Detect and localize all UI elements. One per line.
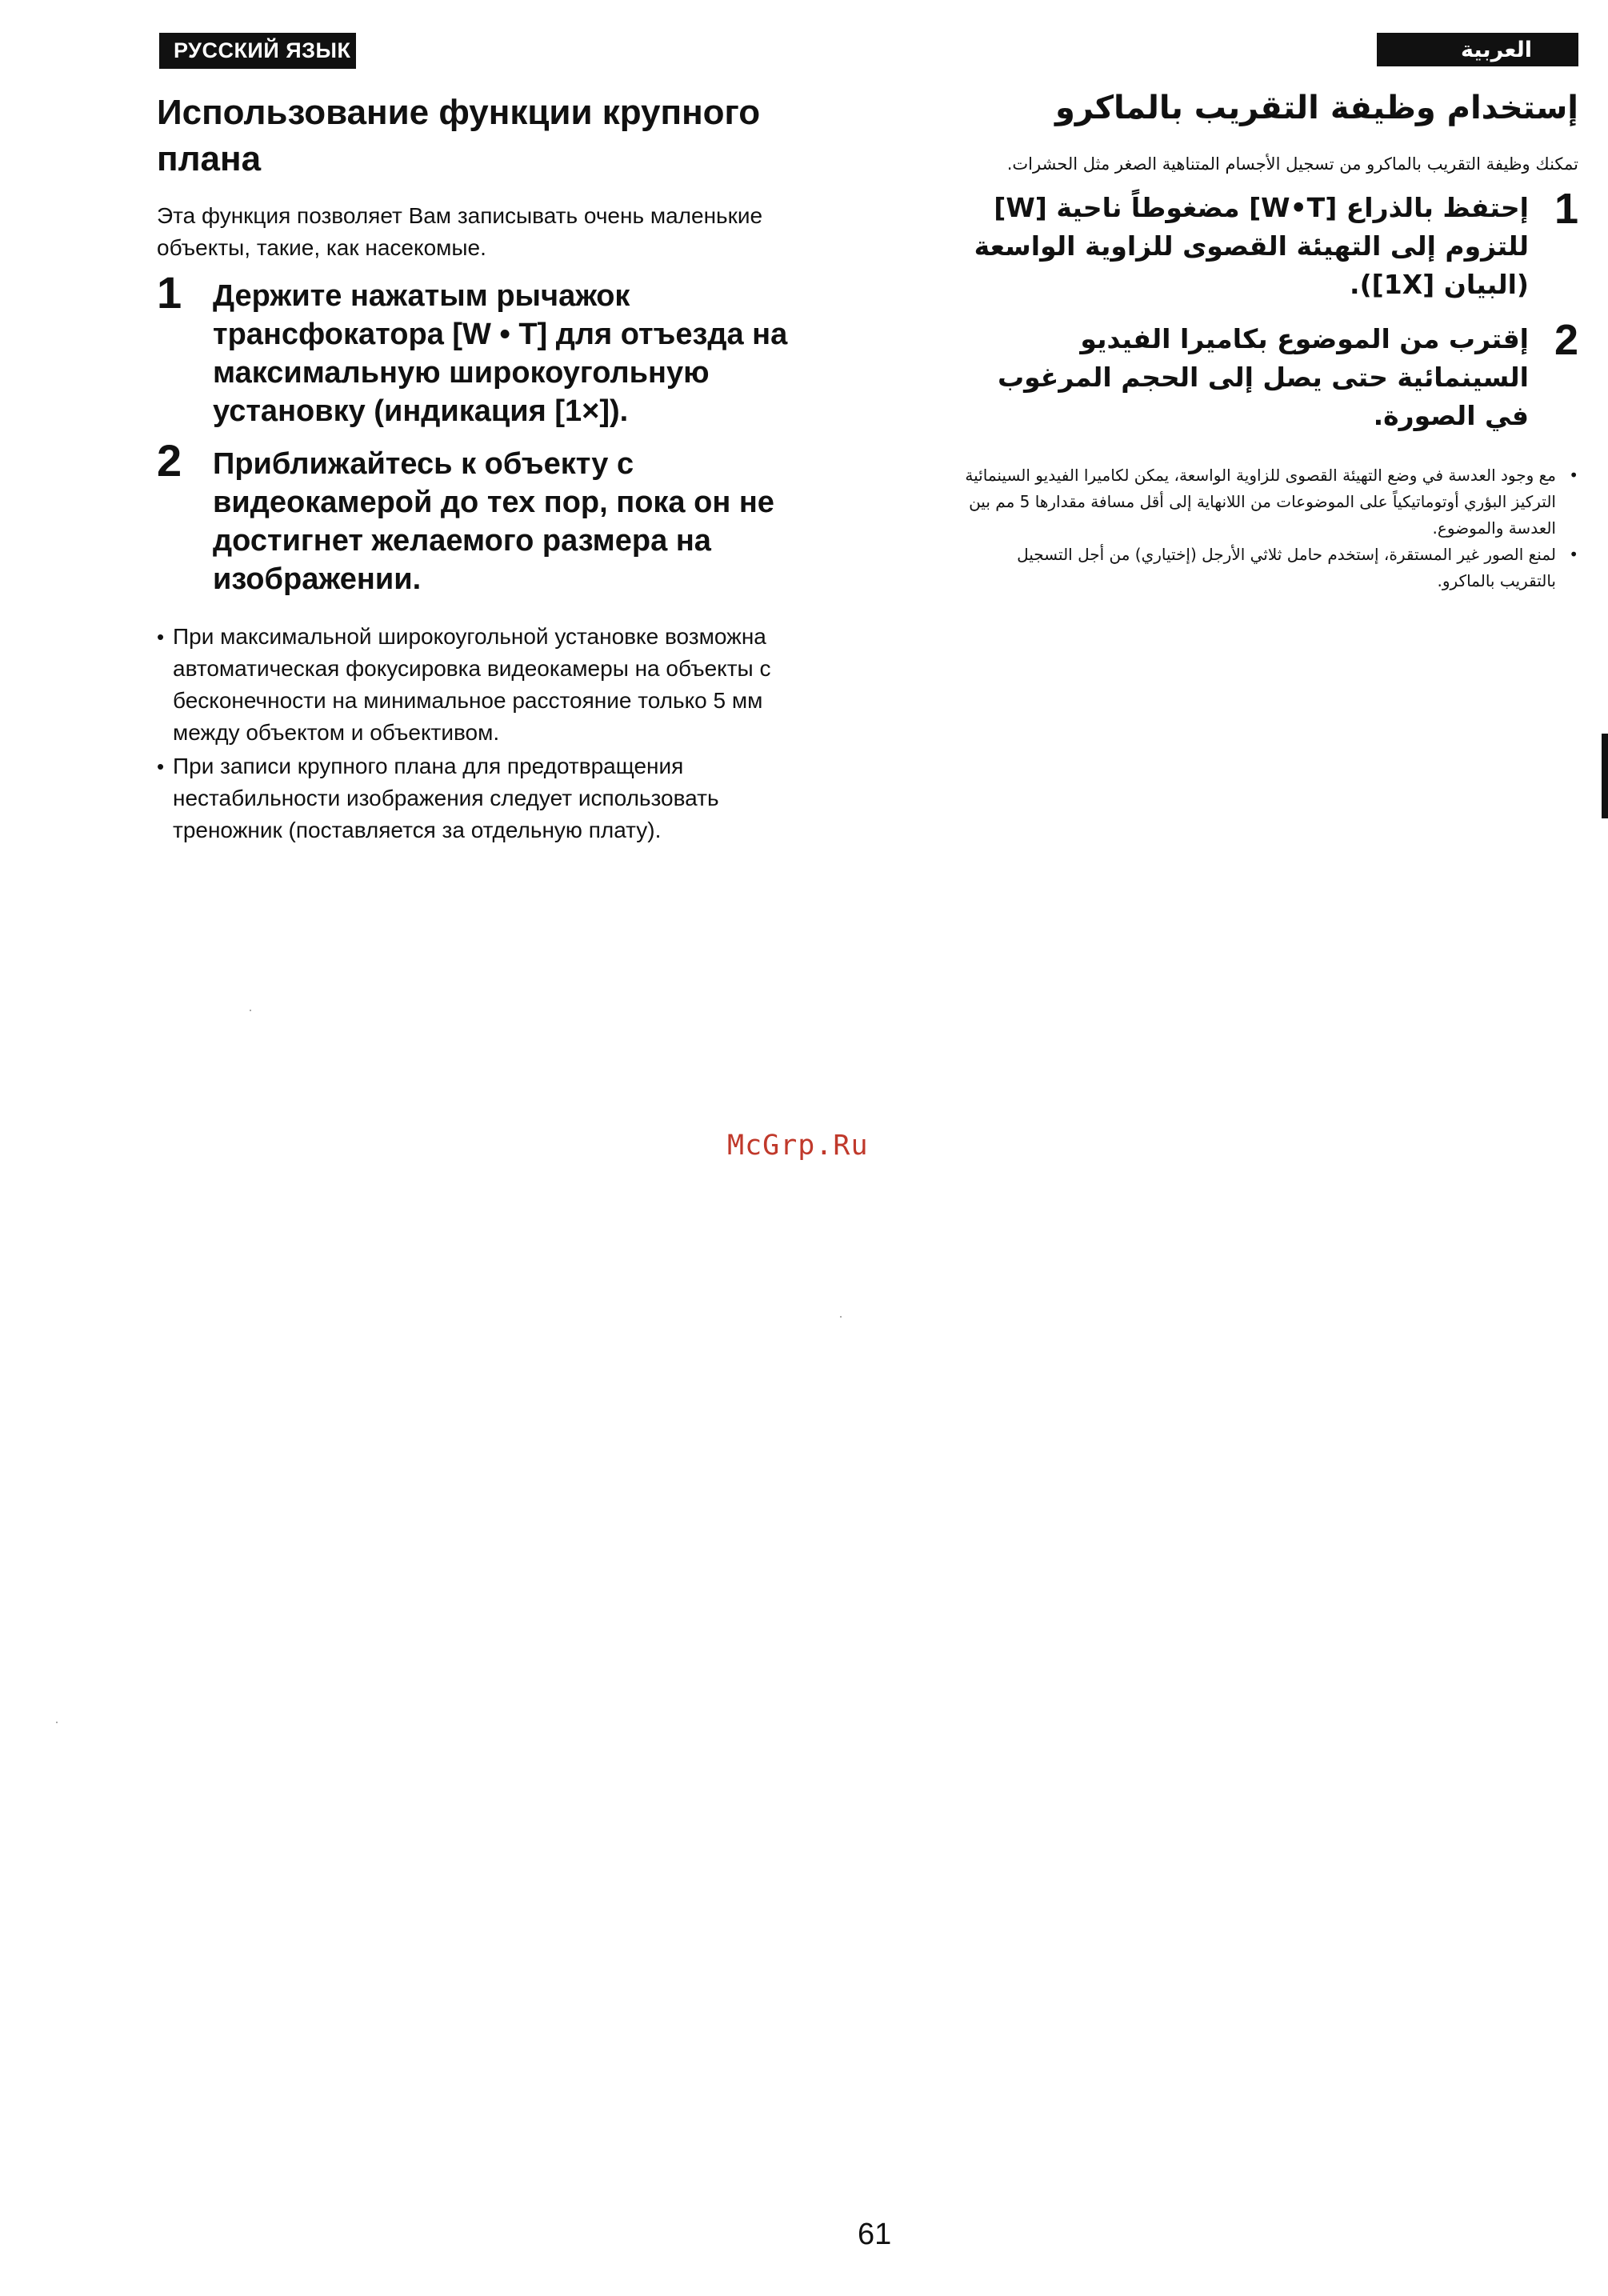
step-number: 2 [1554, 316, 1578, 364]
russian-column [157, 90, 797, 848]
scan-speck [250, 1010, 251, 1011]
bullet-icon: • [1569, 466, 1578, 485]
page-edge-marker [1602, 734, 1608, 818]
bullet-icon: • [1569, 545, 1578, 564]
language-tab-russian: РУССКИЙ ЯЗЫК [159, 33, 356, 69]
step-text: إحتفظ بالذراع [W•T] مضغوطاً ناحية [W] للتزوم إلى التهيئة القصوى للزاوية الواسعة (البيان [1X]). [974, 192, 1529, 300]
page-number: 61 [858, 2218, 892, 2251]
step-text: Держите нажатым рычажок трансфокатора [W • T] для отъезда на максимальную широкоугольную установку (индикация [1×]). [213, 279, 788, 428]
note-text: При максимальной широкоугольной установке возможна автоматическая фокусировка видеокамеры на объекты с бесконечности на минимальное расстояние только 5 мм между объектом и объективом. [173, 624, 771, 745]
arabic-step-2 [956, 316, 1578, 435]
russian-intro: Эта функция позволяет Вам записывать очень маленькие объекты, такие, как насекомые. [157, 203, 763, 260]
arabic-title: إستخدام وظيفة التقريب بالماكرو [1054, 90, 1578, 126]
bullet-icon: • [157, 625, 165, 649]
step-number: 1 [1554, 185, 1578, 233]
arabic-notes [956, 462, 1578, 594]
arabic-note-1 [956, 462, 1578, 542]
bullet-icon: • [157, 754, 165, 778]
russian-notes [157, 621, 797, 846]
scan-speck [56, 1722, 58, 1723]
note-text: При записи крупного плана для предотвращения нестабильности изображения следует использовать треножник (поставляется за отдельную плату). [173, 754, 719, 842]
arabic-step-1 [956, 185, 1578, 304]
step-text: إقترب من الموضوع بكاميرا الفيديو السينمائية حتى يصل إلى الحجم المرغوب في الصورة. [997, 323, 1529, 431]
note-text: مع وجود العدسة في وضع التهيئة القصوى للزاوية الواسعة، يمكن لكاميرا الفيديو السينمائية التركيز البؤري أوتوماتيكياً على الموضوعات من اللانهاية إلى أقل مسافة مقدارها 5 مم بين العدسة والموضوع. [965, 466, 1556, 538]
russian-title: Использование функции крупного плана [157, 93, 761, 178]
russian-step-1 [157, 267, 797, 430]
scan-speck [840, 1316, 842, 1318]
arabic-column [956, 86, 1578, 594]
russian-step-2 [157, 435, 797, 598]
arabic-note-2 [956, 542, 1578, 594]
note-text: لمنع الصور غير المستقرة، إستخدم حامل ثلاثي الأرجل (إختياري) من أجل التسجيل بالتقريب بالماكرو. [1017, 545, 1556, 590]
step-number: 2 [157, 435, 182, 486]
arabic-intro: تمكنك وظيفة التقريب بالماكرو من تسجيل الأجسام المتناهية الصغر مثل الحشرات. [1006, 154, 1578, 174]
language-tab-arabic: العربية [1377, 33, 1578, 66]
watermark: McGrp.Ru [727, 1130, 869, 1162]
russian-note-2 [157, 750, 797, 846]
step-number: 1 [157, 267, 182, 318]
step-text: Приближайтесь к объекту с видеокамерой до тех пор, пока он не достигнет желаемого размера на изображении. [213, 447, 774, 596]
russian-note-1 [157, 621, 797, 749]
